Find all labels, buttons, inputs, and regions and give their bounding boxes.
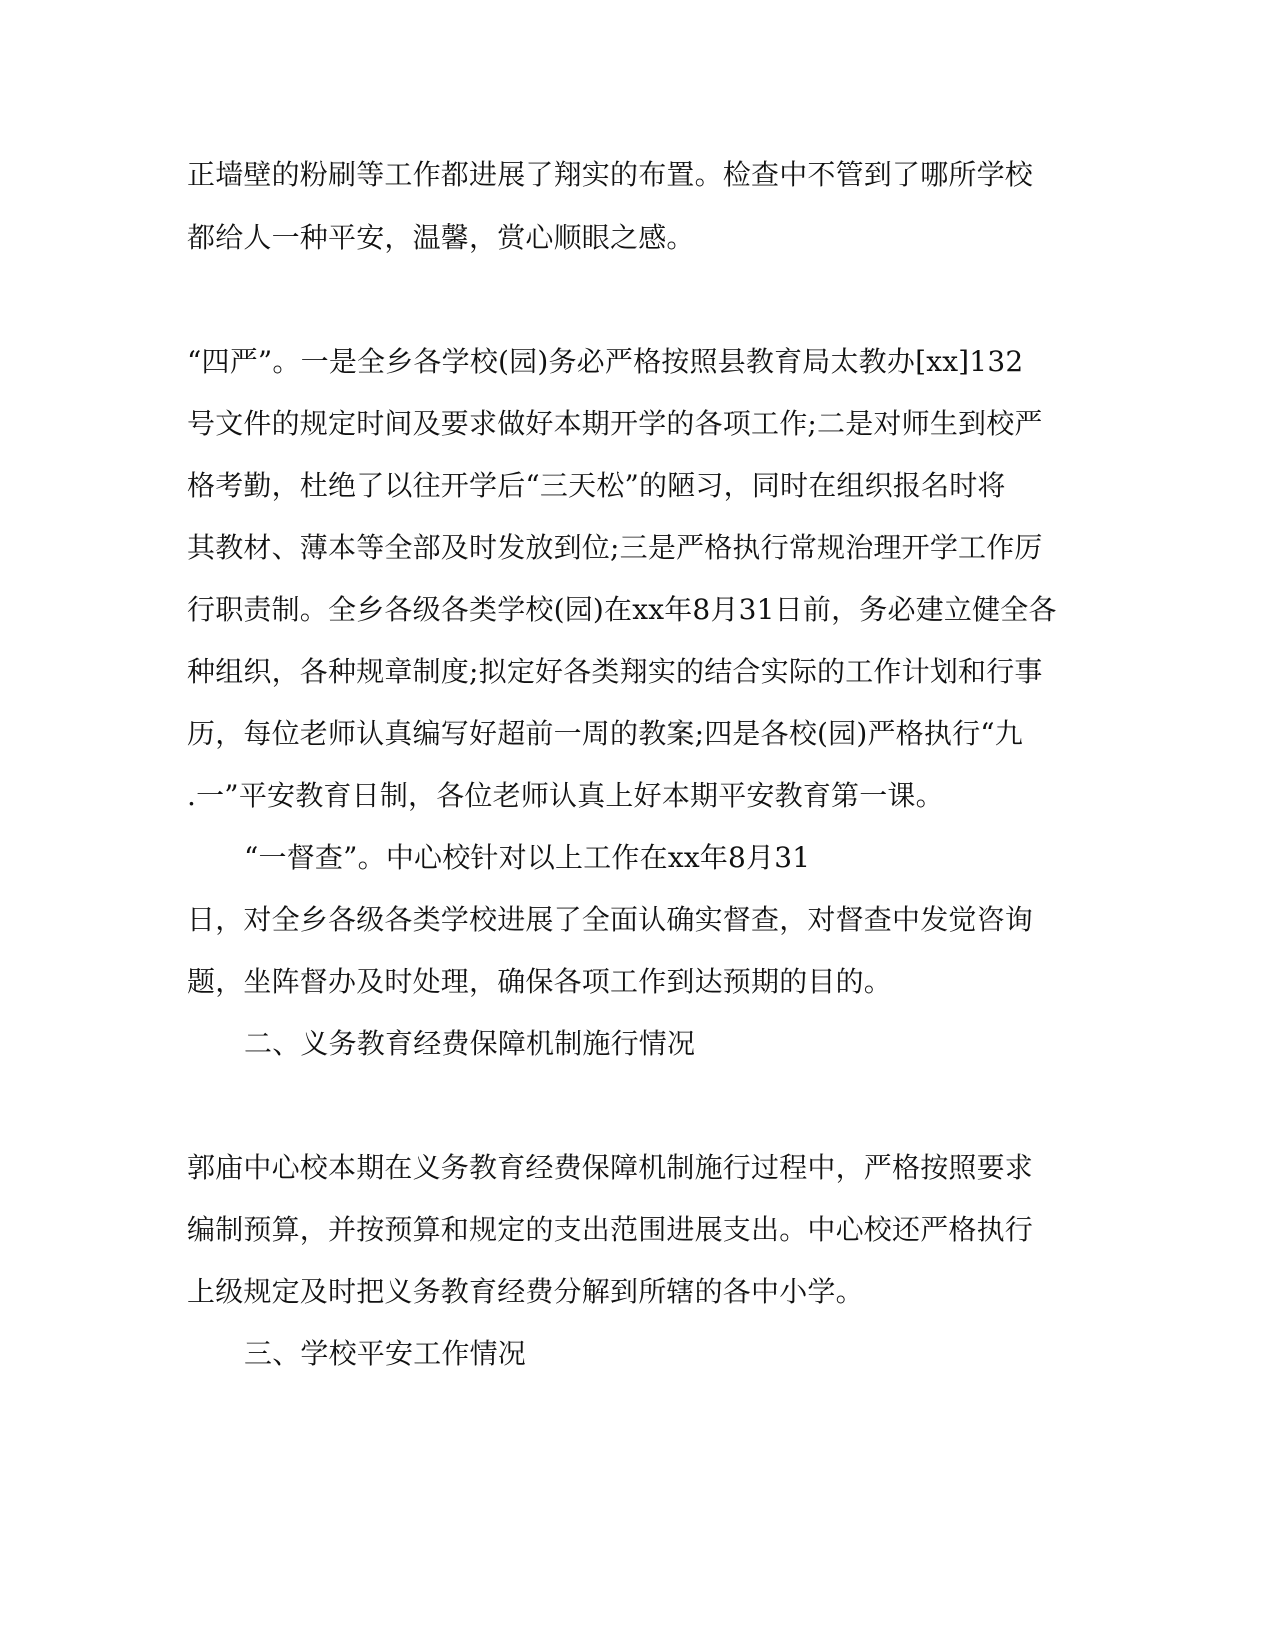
paragraph-line: “四严”。一是全乡各学校(园)务必严格按照县教育局太教办[xx]132 <box>187 345 1024 378</box>
paragraph-line: 编制预算，并按预算和规定的支出范围进展支出。中心校还严格执行 <box>187 1213 1034 1246</box>
section-heading: 三、学校平安工作情况 <box>244 1337 527 1370</box>
paragraph-line: 号文件的规定时间及要求做好本期开学的各项工作;二是对师生到校严 <box>187 407 1043 440</box>
paragraph-line: 格考勤，杜绝了以往开学后“三天松”的陋习，同时在组织报名时将 <box>187 469 1006 502</box>
paragraph-line: 正墙壁的粉刷等工作都进展了翔实的布置。检查中不管到了哪所学校 <box>187 158 1034 191</box>
paragraph-line: 郭庙中心校本期在义务教育经费保障机制施行过程中，严格按照要求 <box>187 1151 1034 1184</box>
paragraph-line: .一”平安教育日制，各位老师认真上好本期平安教育第一课。 <box>187 779 944 812</box>
paragraph-line: 种组织，各种规章制度;拟定好各类翔实的结合实际的工作计划和行事 <box>187 655 1043 688</box>
paragraph-line: 行职责制。全乡各级各类学校(园)在xx年8月31日前，务必建立健全各 <box>187 593 1057 626</box>
paragraph-line: “一督查”。中心校针对以上工作在xx年8月31 <box>244 841 811 874</box>
paragraph-line: 日，对全乡各级各类学校进展了全面认确实督查，对督查中发觉咨询 <box>187 903 1034 936</box>
paragraph-line: 题，坐阵督办及时处理，确保各项工作到达预期的目的。 <box>187 965 893 998</box>
paragraph-line: 上级规定及时把义务教育经费分解到所辖的各中小学。 <box>187 1275 864 1308</box>
paragraph-line: 历，每位老师认真编写好超前一周的教案;四是各校(园)严格执行“九 <box>187 717 1023 750</box>
section-heading: 二、义务教育经费保障机制施行情况 <box>244 1027 696 1060</box>
paragraph-line: 其教材、薄本等全部及时发放到位;三是严格执行常规治理开学工作厉 <box>187 531 1043 564</box>
paragraph-line: 都给人一种平安，温馨，赏心顺眼之感。 <box>187 221 695 254</box>
